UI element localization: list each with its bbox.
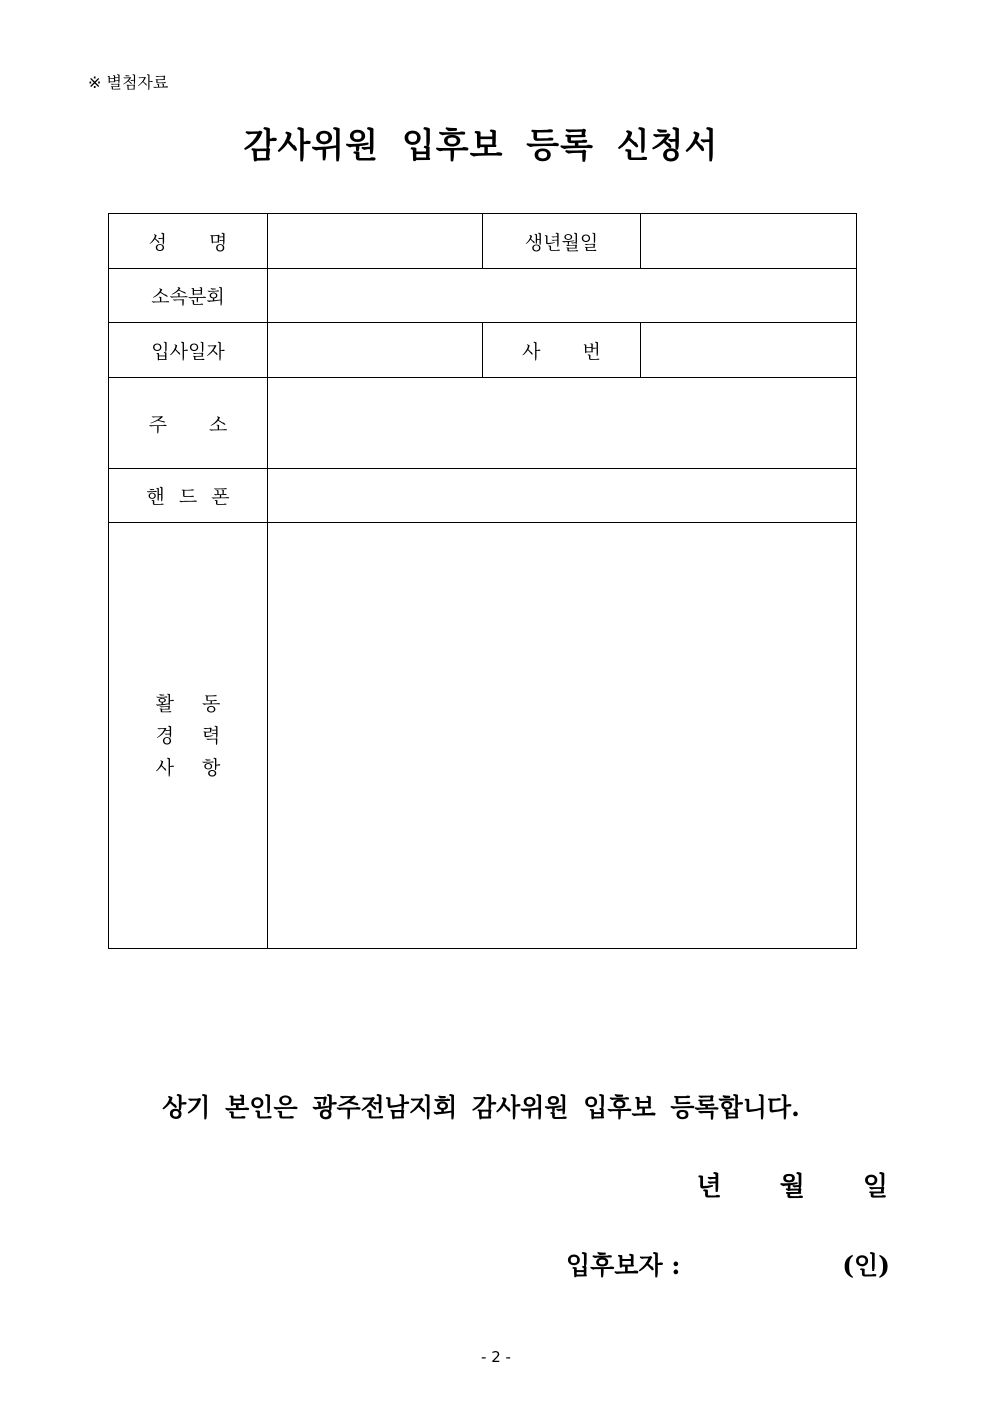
division-label: 소속분회 — [109, 269, 268, 323]
attachment-note: ※ 별첨자료 — [88, 73, 169, 92]
join-date-label: 입사일자 — [109, 323, 268, 378]
division-field[interactable] — [268, 269, 857, 323]
declaration-statement: 상기 본인은 광주전남지회 감사위원 입후보 등록합니다. — [162, 1093, 800, 1122]
name-label: 성 명 — [109, 214, 268, 269]
career-label-line2: 경 력 — [155, 724, 221, 747]
registration-form-table — [108, 213, 857, 949]
employee-no-label: 사 번 — [483, 323, 641, 378]
birthdate-field[interactable] — [641, 214, 857, 269]
page-title: 감사위원 입후보 등록 신청서 — [243, 126, 719, 166]
career-label-line3: 사 항 — [155, 756, 221, 779]
seal-mark: (인) — [842, 1251, 890, 1280]
signature-line — [566, 1246, 890, 1282]
employee-no-field[interactable] — [641, 323, 857, 378]
year-label: 년 — [696, 1172, 722, 1202]
day-label: 일 — [862, 1172, 888, 1202]
name-field[interactable] — [268, 214, 483, 269]
phone-label: 핸 드 폰 — [109, 469, 268, 523]
page-number: - 2 - — [481, 1348, 511, 1366]
address-label: 주 소 — [109, 378, 268, 469]
candidate-label: 입후보자 : — [566, 1251, 681, 1280]
address-field[interactable] — [268, 378, 857, 469]
career-label — [109, 523, 268, 949]
phone-field[interactable] — [268, 469, 857, 523]
join-date-field[interactable] — [268, 323, 483, 378]
career-field[interactable] — [268, 523, 857, 949]
month-label: 월 — [779, 1172, 805, 1202]
birthdate-label: 생년월일 — [483, 214, 641, 269]
career-label-line1: 활 동 — [155, 692, 221, 715]
date-line — [697, 1166, 888, 1203]
